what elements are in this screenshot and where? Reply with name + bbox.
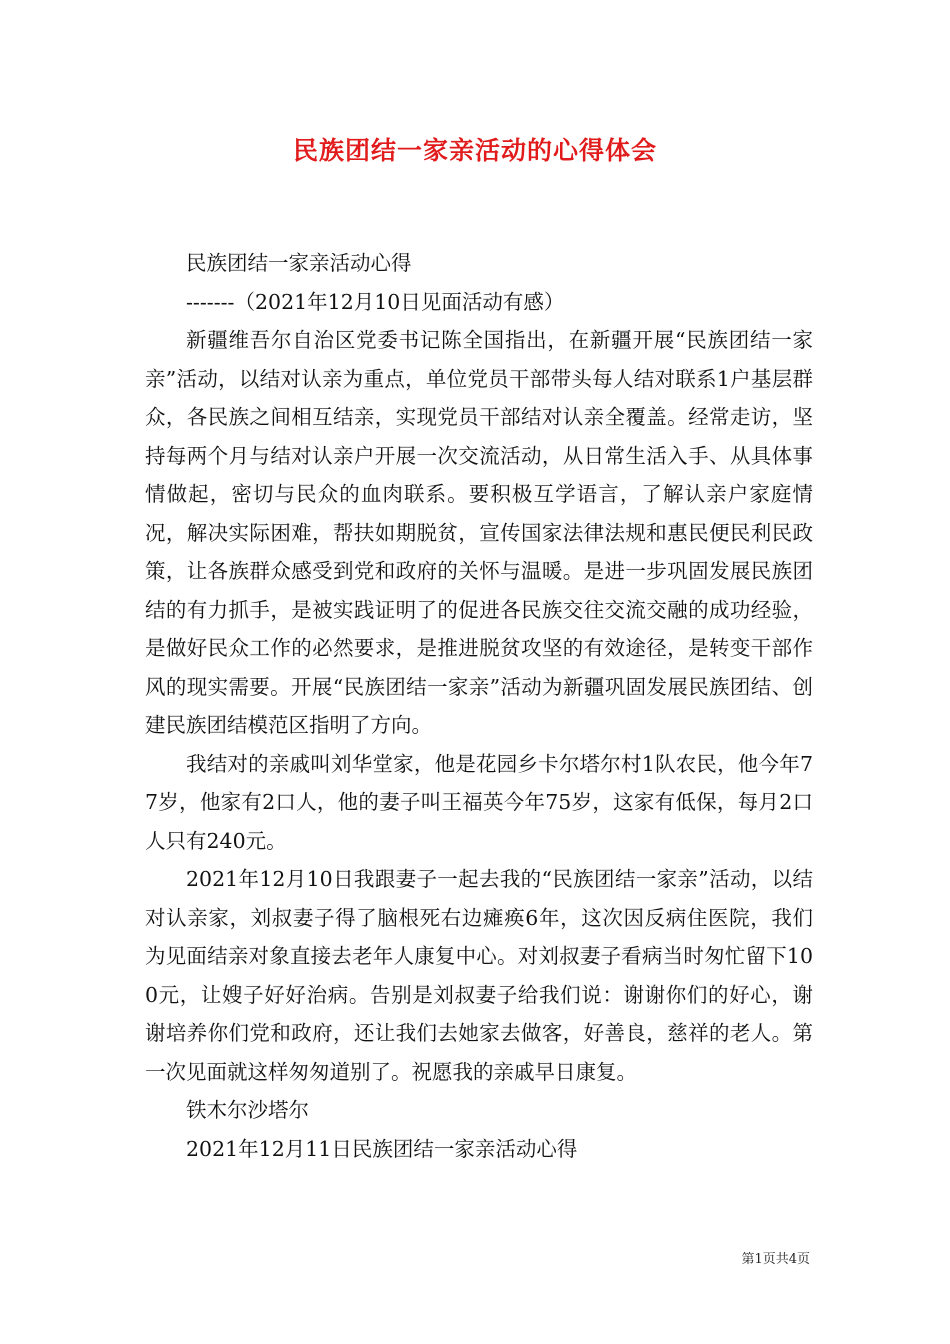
document-body (145, 244, 813, 1168)
body-paragraph-visit: 2021年12月10日我跟妻子一起去我的“民族团结一家亲”活动，以结对认亲家，刘叔妻子得了脑根死右边瘫痪6年，这次因反病住医院，我们为见面结亲对象直接去老年人康复中心。对刘叔妻子看病当时匆忙留下100元，让嫂子好好治病。告别是刘叔妻子给我们说：谢谢你们的好心，谢谢培养你们党和政府，还让我们去她家去做客，好善良，慈祥的老人。第一次见面就这样匆匆道别了。祝愿我的亲戚早日康复。 (145, 867, 813, 1084)
author-signature: 铁木尔沙塔尔 (186, 1098, 309, 1122)
closing-date-line: 2021年12月11日民族团结一家亲活动心得 (186, 1136, 578, 1161)
date-note-paragraph: -------（2021年12月10日见面活动有感） (186, 289, 565, 314)
document-title: 民族团结一家亲活动的心得体会 (292, 136, 657, 165)
subtitle-paragraph: 民族团结一家亲活动心得 (186, 251, 412, 275)
body-paragraph-relative: 我结对的亲戚叫刘华堂家，他是花园乡卡尔塔尔村1队农民，他今年77岁，他家有2口人，他的妻子叫王福英今年75岁，这家有低保，每月2口人只有240元。 (145, 751, 813, 853)
page-indicator: 第1页共4页 (741, 1252, 810, 1267)
body-paragraph-intro: 新疆维吾尔自治区党委书记陈全国指出，在新疆开展“民族团结一家亲”活动，以结对认亲为重点，单位党员干部带头每人结对联系1户基层群众，各民族之间相互结亲，实现党员干部结对认亲全覆盖。经常走访，坚持每两个月与结对认亲户开展一次交流活动，从日常生活入手、从具体事情做起，密切与民众的血肉联系。要积极互学语言，了解认亲户家庭情况，解决实际困难，帮扶如期脱贫，宣传国家法律法规和惠民便民利民政策，让各族群众感受到党和政府的关怀与温暖。是进一步巩固发展民族团结的有力抓手，是被实践证明了的促进各民族交往交流交融的成功经验，是做好民众工作的必然要求，是推进脱贫攻坚的有效途径，是转变干部作风的现实需要。开展“民族团结一家亲”活动为新疆巩固发展民族团结、创建民族团结模范区指明了方向。 (145, 328, 813, 737)
